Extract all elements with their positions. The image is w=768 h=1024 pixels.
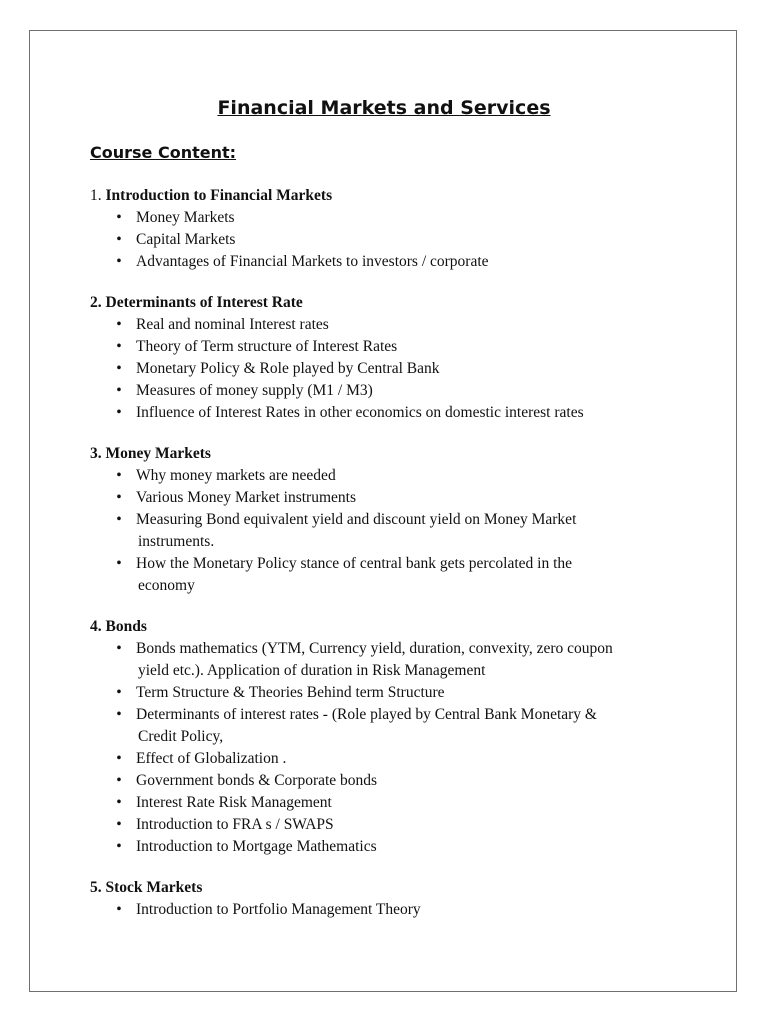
list-item [90,814,690,836]
course-section [90,616,690,858]
list-item [90,336,690,358]
section-heading [90,616,690,638]
course-section [90,443,690,597]
bullet-icon: • [116,640,122,657]
bullet-icon: • [116,511,122,528]
list-item-text: Introduction to Portfolio Management Theory [136,901,421,918]
list-item-text: Advantages of Financial Markets to investors / corporate [136,253,489,270]
list-item [90,792,690,814]
bullet-icon: • [116,555,122,572]
list-item [90,402,690,424]
bullet-icon: • [116,706,122,723]
list-item-text: Why money markets are needed [136,467,336,484]
list-item [90,251,690,273]
list-item-continuation: instruments. [138,533,215,550]
list-item-text: Capital Markets [136,231,236,248]
list-item-text: Government bonds & Corporate bonds [136,772,378,789]
list-item-text: Effect of Globalization . [136,750,287,767]
list-item [90,314,690,336]
list-item-text: Money Markets [136,209,235,226]
list-item [90,770,690,792]
section-number: 2. [90,294,102,311]
list-item-text: Real and nominal Interest rates [136,316,329,333]
bullet-icon: • [116,360,122,377]
list-item [90,748,690,770]
list-item-text: Measures of money supply (M1 / M3) [136,382,373,399]
bullet-icon: • [116,382,122,399]
list-item-text: Introduction to FRA s / SWAPS [136,816,334,833]
list-item [90,553,690,597]
section-number: 3. [90,445,102,462]
list-item-text: Introduction to Mortgage Mathematics [136,838,377,855]
bullet-icon: • [116,684,122,701]
course-section [90,185,690,273]
section-title: Bonds [105,618,147,635]
list-item [90,638,690,682]
bullet-icon: • [116,231,122,248]
section-title: Introduction to Financial Markets [105,187,333,204]
section-number: 1. [90,187,102,204]
list-item [90,704,690,748]
bullet-icon: • [116,316,122,333]
list-item-text: Influence of Interest Rates in other economics on domestic interest rates [136,404,584,421]
list-item-text: Theory of Term structure of Interest Rates [136,338,398,355]
list-item-text: Various Money Market instruments [136,489,356,506]
list-item [90,358,690,380]
list-item-text: Interest Rate Risk Management [136,794,332,811]
bullet-icon: • [116,338,122,355]
bullet-icon: • [116,816,122,833]
list-item [90,899,690,921]
list-item [90,487,690,509]
list-item-continuation: economy [138,577,195,594]
bullet-icon: • [116,750,122,767]
course-section [90,292,690,424]
section-item-list [90,207,690,273]
list-item-text: How the Monetary Policy stance of central bank gets percolated in the [136,555,573,572]
list-item [90,682,690,704]
list-item [90,229,690,251]
section-title: Stock Markets [105,879,203,896]
section-item-list [90,465,690,597]
bullet-icon: • [116,794,122,811]
bullet-icon: • [116,467,122,484]
section-heading [90,877,690,899]
bullet-icon: • [116,489,122,506]
course-content-heading: Course Content: [90,143,237,162]
list-item-text: Measuring Bond equivalent yield and discount yield on Money Market [136,511,577,528]
list-item-text: Determinants of interest rates - (Role played by Central Bank Monetary & [136,706,597,723]
list-item-text: Bonds mathematics (YTM, Currency yield, duration, convexity, zero coupon [136,640,613,657]
list-item-text: Term Structure & Theories Behind term Structure [136,684,445,701]
bullet-icon: • [116,838,122,855]
section-heading [90,185,690,207]
list-item-continuation: Credit Policy, [138,728,224,745]
section-number: 5. [90,879,102,896]
section-item-list [90,638,690,858]
section-item-list [90,314,690,424]
section-number: 4. [90,618,102,635]
bullet-icon: • [116,404,122,421]
bullet-icon: • [116,901,122,918]
bullet-icon: • [116,772,122,789]
section-title: Determinants of Interest Rate [105,294,303,311]
document-title: Financial Markets and Services [217,97,551,119]
list-item [90,836,690,858]
bullet-icon: • [116,209,122,226]
list-item [90,207,690,229]
section-item-list [90,899,690,921]
list-item [90,380,690,402]
list-item [90,465,690,487]
list-item-text: Monetary Policy & Role played by Central Bank [136,360,440,377]
section-title: Money Markets [105,445,211,462]
course-section [90,877,690,921]
section-heading [90,443,690,465]
bullet-icon: • [116,253,122,270]
list-item [90,509,690,553]
list-item-continuation: yield etc.). Application of duration in Risk Management [138,662,486,679]
section-heading [90,292,690,314]
course-sections [90,185,690,940]
